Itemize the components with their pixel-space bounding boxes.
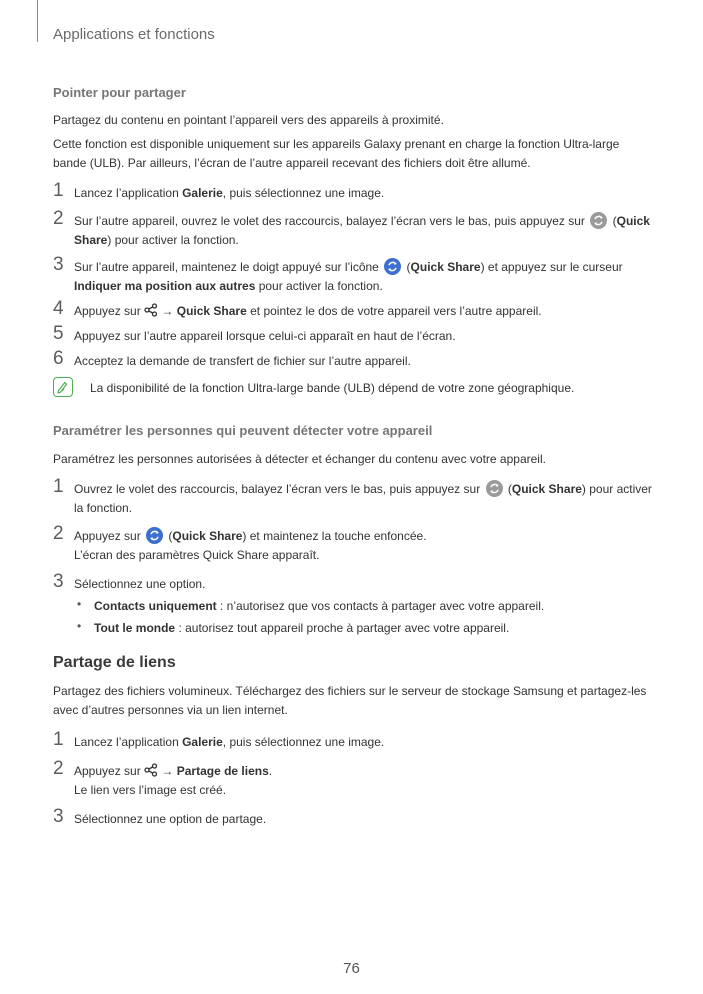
step-number: 5	[53, 323, 64, 344]
section-heading-visibility: Paramétrer les personnes qui peuvent détecter votre appareil	[53, 423, 433, 438]
section1-intro: Partagez du contenu en pointant l’appareil vers des appareils à proximité.	[53, 113, 444, 127]
section3-intro	[53, 682, 663, 720]
quick-share-icon	[590, 212, 607, 229]
section2-intro: Paramétrez les personnes autorisées à détecter et échanger du contenu avec votre appareil.	[53, 452, 546, 466]
arrow: →	[161, 764, 174, 778]
step-number: 3	[53, 254, 64, 275]
section-heading-link-sharing: Partage de liens	[53, 654, 176, 671]
header-title: Applications et fonctions	[53, 26, 215, 43]
header-rule	[37, 0, 38, 42]
step-number: 1	[53, 476, 64, 497]
note-text: La disponibilité de la fonction Ultra-large bande (ULB) dépend de votre zone géographique.	[90, 381, 575, 395]
step-number: 3	[53, 571, 64, 592]
step-number: 1	[53, 729, 64, 750]
step-number: 2	[53, 523, 64, 544]
section1-para-line1: Cette fonction est disponible uniquement sur les appareils Galaxy prenant en charge la fonction Ultra-large	[53, 137, 620, 151]
section1-para-line2: bande (ULB). Par ailleurs, l’écran de l’autre appareil recevant des fichiers doit être allumé.	[53, 156, 531, 170]
step-number: 3	[53, 806, 64, 827]
manual-page: Applications et fonctions Pointer pour partager Partagez du contenu en pointant l’appareil vers des appareils à proximité. Cette fonction est disponible uniquement sur les appareils Galaxy prenant en charge la fonction Ultra-large bande (ULB). Par ailleurs, l’écran de l’autre appareil recevant des fichiers doit être allumé. 1 Lancez l’application Galerie, puis sélectionnez une image. 2 Sur l’autre appareil, ouvrez le volet des raccourcis, balayez l’écran vers le bas, puis appuyez sur (Quick Share) pour activer la fonction. 3 Sur l’autre appareil, maintenez le doigt appuyé sur l’icône (Quick Share) et appuyez sur le curseur Indiquer ma position aux autres pour activer la fonction. 4 Appuyez sur → Quick Share et pointez le dos de votre appareil vers l’autre appareil. 5 Appuyez sur l’autre appareil lorsque celui-ci apparaît en haut de l’écran. 6 Acceptez la demande de transfert de fichier sur l’autre appareil. La disponibilité de la fonction Ultra-large bande (ULB) dépend de votre zone géographique. Paramétrer les personnes qui peuvent détecter votre appareil Paramétrez les personnes autorisées à détecter et échanger du contenu avec votre appareil. 1 Ouvrez le volet des raccourcis, balayez l’écran vers le bas, puis appuyez sur (Quick Share) pour activer la fonction. 2 Appuyez sur (Quick Share) et maintenez la touche enfoncée. L’écran des paramètres Quick Share apparaît. 3 Sélectionnez une option. • Contacts uniquement : n’autorisez que vos contacts à partager avec votre appareil. • Tout le monde : autorisez tout appareil proche à partager avec votre appareil. Partage de liens Partagez des fichiers volumineux. Téléchargez des fichiers sur le serveur de stockage Samsung et partagez-les avec d’autres personnes via un lien internet. 1 Lancez l’application Galerie, puis sélectionnez une image. 2 Appuyez sur → Partage de liens. Le lien vers l’image est créé. 3 Sélectionnez une option de partage. 76	[0, 0, 703, 994]
section-heading-point-to-share: Pointer pour partager	[53, 85, 186, 100]
quick-share-icon	[384, 258, 401, 275]
step-number: 2	[53, 208, 64, 229]
share-icon	[144, 303, 158, 317]
section1-para	[53, 135, 663, 173]
quick-share-icon	[486, 480, 503, 497]
section3-intro-line1: Partagez des fichiers volumineux. Téléchargez des fichiers sur le serveur de stockage Samsung et partagez-les	[53, 684, 647, 698]
share-icon	[144, 763, 158, 777]
step-number: 6	[53, 348, 64, 369]
quick-share-icon	[146, 527, 163, 544]
page-number: 76	[343, 960, 360, 977]
section3-intro-line2: avec d’autres personnes via un lien internet.	[53, 703, 288, 717]
note-icon	[53, 377, 73, 397]
arrow: →	[161, 304, 174, 318]
step-number: 1	[53, 180, 64, 201]
step-number: 2	[53, 758, 64, 779]
step-number: 4	[53, 298, 64, 319]
